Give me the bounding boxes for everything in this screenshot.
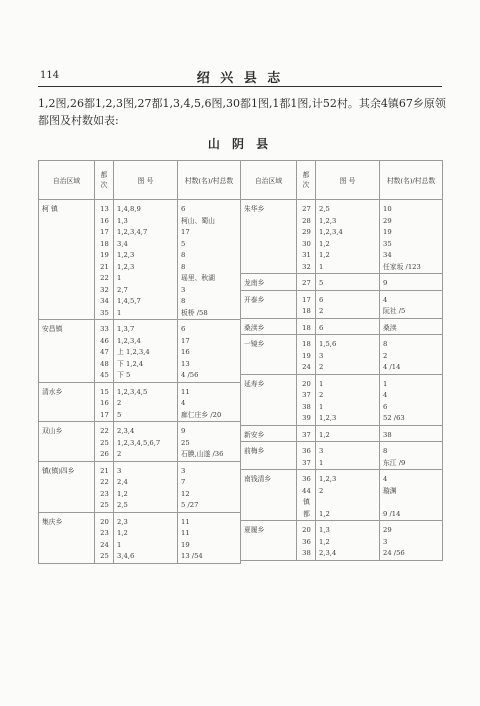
tu-value: 1,2,3,4,5,6,7 bbox=[117, 438, 161, 447]
du-value: 33 bbox=[100, 325, 109, 333]
tu-value: 2,3 bbox=[117, 517, 128, 526]
count-value: 8 bbox=[181, 251, 186, 259]
area-name-cell bbox=[241, 200, 297, 274]
tu-value: 1 bbox=[117, 540, 122, 549]
tu-value: 6 bbox=[319, 323, 324, 332]
tu-value: 1,5,6 bbox=[319, 340, 337, 348]
area-group-row bbox=[241, 200, 443, 274]
du-value: 18 bbox=[302, 323, 311, 332]
du-value: 25 bbox=[100, 501, 109, 509]
tu-value: 上 1,2,3,4 bbox=[117, 348, 150, 356]
count-value: 4 bbox=[383, 391, 388, 399]
tu-value: 1 bbox=[319, 458, 324, 467]
area-name: 延寿乡 bbox=[244, 379, 265, 388]
area-group-row bbox=[39, 422, 241, 462]
count-value: 11 bbox=[181, 387, 190, 396]
count-value: 34 bbox=[383, 251, 392, 259]
column-header-area: 自治区域 bbox=[241, 161, 297, 200]
table-header-row bbox=[241, 161, 443, 200]
tu-value: 1,2,3,4 bbox=[319, 228, 343, 236]
area-name: 清水乡 bbox=[42, 387, 63, 396]
count-value: 11 bbox=[181, 517, 190, 526]
du-cell bbox=[297, 290, 316, 318]
area-name: 桑渎乡 bbox=[244, 323, 265, 332]
count-value: 东江 /9 bbox=[383, 458, 406, 467]
tu-value: 2 bbox=[319, 307, 324, 315]
count-value: 柯山、蜀山 bbox=[181, 216, 215, 225]
du-cell bbox=[297, 318, 316, 335]
du-cell bbox=[297, 470, 316, 521]
intro-paragraph: 1,2图,26都1,2,3图,27都1,3,4,5,6图,30都1图,1都1图,计52村。其余4镇67乡原领都图及村数如表: bbox=[38, 97, 446, 127]
du-value: 15 bbox=[100, 387, 109, 396]
count-value: 4 /14 bbox=[383, 363, 401, 371]
tu-value: 2 bbox=[319, 363, 324, 371]
tu-cell bbox=[316, 470, 380, 521]
du-cell bbox=[95, 422, 114, 462]
area-name: 镇(镇)四乡 bbox=[42, 466, 75, 475]
du-value: 47 bbox=[100, 348, 109, 356]
count-value: 4 bbox=[383, 475, 388, 483]
du-value: 16 bbox=[100, 216, 109, 225]
area-name-cell bbox=[39, 461, 95, 512]
count-value: 4 bbox=[181, 399, 186, 407]
du-value: 34 bbox=[100, 297, 109, 305]
count-cell bbox=[178, 512, 241, 563]
du-value: 18 bbox=[100, 239, 109, 248]
column-header-du: 都 次 bbox=[297, 161, 316, 200]
du-cell bbox=[297, 374, 316, 425]
area-name-cell bbox=[39, 382, 95, 422]
tu-value: 2,3,4 bbox=[117, 427, 135, 435]
count-value: 12 bbox=[181, 489, 190, 498]
area-group-row bbox=[39, 200, 241, 320]
du-value: 16 bbox=[100, 399, 109, 407]
tu-cell bbox=[114, 382, 178, 422]
tu-cell bbox=[316, 521, 380, 561]
tu-value: 2 bbox=[319, 486, 324, 495]
du-value: 36 bbox=[302, 475, 311, 483]
du-value: 28 bbox=[302, 216, 311, 225]
du-value: 22 bbox=[100, 427, 109, 435]
du-value: 37 bbox=[302, 458, 311, 467]
du-value: 19 bbox=[100, 251, 109, 259]
column-header-tu: 图 号 bbox=[316, 161, 380, 200]
du-value: 31 bbox=[302, 251, 311, 259]
tu-value: 3,4 bbox=[117, 239, 128, 248]
tu-cell bbox=[316, 425, 380, 442]
count-value: 阮社 /5 bbox=[383, 307, 406, 315]
du-value: 26 bbox=[100, 450, 109, 458]
tu-value: 3 bbox=[117, 466, 122, 475]
count-cell bbox=[380, 442, 443, 470]
du-cell bbox=[297, 335, 316, 375]
tu-value: 1,3 bbox=[319, 526, 330, 534]
du-cell bbox=[95, 382, 114, 422]
tu-value: 1 bbox=[319, 379, 324, 388]
area-group-row bbox=[39, 320, 241, 383]
count-value: 17 bbox=[181, 336, 190, 345]
count-value: 5 /27 bbox=[181, 501, 199, 509]
section-title: 山 阴 县 bbox=[207, 137, 273, 151]
area-group-row bbox=[39, 382, 241, 422]
du-value: 32 bbox=[100, 285, 109, 294]
tu-value: 2 bbox=[117, 399, 122, 407]
count-value: 1 bbox=[383, 379, 388, 388]
count-value: 3 bbox=[181, 285, 186, 294]
count-value: 8 bbox=[181, 297, 186, 305]
du-value: 24 bbox=[100, 540, 109, 549]
count-cell bbox=[380, 290, 443, 318]
tu-cell bbox=[316, 274, 380, 291]
count-value: 8 bbox=[383, 447, 388, 455]
du-value: 22 bbox=[100, 274, 109, 282]
area-name: 开泰乡 bbox=[244, 295, 265, 304]
du-cell bbox=[95, 512, 114, 563]
du-cell bbox=[297, 521, 316, 561]
area-name-cell bbox=[39, 512, 95, 563]
count-value: 19 bbox=[181, 540, 190, 549]
tu-cell bbox=[114, 461, 178, 512]
area-name: 朱华乡 bbox=[244, 205, 265, 213]
count-value: 9 bbox=[383, 279, 388, 287]
area-group-row bbox=[241, 521, 443, 561]
area-name: 安昌镇 bbox=[42, 325, 63, 333]
tu-value: 1,2 bbox=[319, 239, 330, 248]
area-name-cell bbox=[241, 274, 297, 291]
tu-value: 3 bbox=[319, 351, 324, 360]
tu-value: 1,2,3 bbox=[117, 262, 135, 271]
du-cell bbox=[297, 425, 316, 442]
tu-cell bbox=[316, 200, 380, 274]
du-value: 38 bbox=[302, 549, 311, 557]
count-value: 11 bbox=[181, 529, 190, 537]
du-cell bbox=[95, 320, 114, 383]
count-value: 8 bbox=[181, 262, 186, 271]
tu-value: 1,2,3 bbox=[319, 414, 337, 422]
count-value: 9 bbox=[181, 427, 186, 435]
area-name-cell bbox=[39, 200, 95, 320]
area-group-row bbox=[241, 374, 443, 425]
tu-value: 6 bbox=[319, 295, 324, 304]
du-cell bbox=[297, 200, 316, 274]
area-name: 集庆乡 bbox=[42, 517, 63, 526]
area-name-cell bbox=[241, 442, 297, 470]
du-value: 37 bbox=[302, 391, 311, 399]
area-group-row bbox=[241, 274, 443, 291]
tu-cell bbox=[114, 422, 178, 462]
tu-value: 2 bbox=[117, 450, 122, 458]
area-group-row bbox=[241, 425, 443, 442]
count-value: 5 bbox=[181, 239, 186, 248]
area-group-row bbox=[241, 290, 443, 318]
du-value: 17 bbox=[100, 228, 109, 236]
tu-cell bbox=[316, 290, 380, 318]
area-name: 柯 镇 bbox=[42, 205, 58, 213]
count-cell bbox=[380, 374, 443, 425]
count-cell bbox=[178, 461, 241, 512]
tu-value: 1 bbox=[117, 274, 122, 282]
tu-value: 5 bbox=[319, 279, 324, 287]
tu-value: 1,2 bbox=[319, 537, 330, 546]
count-value: 3 bbox=[181, 466, 186, 475]
du-value: 27 bbox=[302, 205, 311, 213]
du-value: 都 bbox=[303, 509, 310, 518]
count-value: 瑶里、秋湖 bbox=[181, 274, 215, 282]
tu-cell bbox=[316, 374, 380, 425]
du-value: 18 bbox=[302, 307, 311, 315]
du-value: 23 bbox=[100, 529, 109, 537]
du-value: 46 bbox=[100, 336, 109, 345]
du-value: 44 bbox=[302, 486, 311, 495]
tu-value: 3 bbox=[319, 447, 324, 455]
area-name: 一镜乡 bbox=[244, 340, 265, 348]
tu-cell bbox=[114, 320, 178, 383]
count-cell bbox=[380, 470, 443, 521]
area-name-cell bbox=[241, 374, 297, 425]
tu-value: 2,4 bbox=[117, 478, 128, 486]
count-value: 2 bbox=[383, 351, 388, 360]
area-group-row bbox=[241, 318, 443, 335]
tu-cell bbox=[316, 318, 380, 335]
count-cell bbox=[380, 521, 443, 561]
tu-cell bbox=[114, 512, 178, 563]
tu-value: 1,2,3,4 bbox=[117, 336, 141, 345]
tu-value: 5 bbox=[117, 410, 122, 419]
count-value: 17 bbox=[181, 228, 190, 236]
column-header-area: 自治区域 bbox=[39, 161, 95, 200]
area-group-row bbox=[241, 470, 443, 521]
column-header-count: 村数(名)/村总数 bbox=[380, 161, 443, 200]
tu-value: 1 bbox=[319, 402, 324, 411]
count-cell bbox=[178, 320, 241, 383]
count-value: 4 bbox=[383, 295, 388, 304]
du-value: 19 bbox=[302, 351, 311, 360]
tu-value: 1,3,7 bbox=[117, 325, 135, 333]
count-value: 16 bbox=[181, 348, 190, 356]
count-cell bbox=[380, 200, 443, 274]
du-value: 45 bbox=[100, 371, 109, 379]
count-value: 3 bbox=[383, 537, 388, 546]
tu-value: 1,4,8,9 bbox=[117, 205, 141, 213]
area-group-row bbox=[241, 335, 443, 375]
column-header-du: 都 次 bbox=[95, 161, 114, 200]
column-header-tu: 图 号 bbox=[114, 161, 178, 200]
tu-value: 2,5 bbox=[117, 501, 128, 509]
du-cell bbox=[95, 200, 114, 320]
du-value: 21 bbox=[100, 466, 109, 475]
count-value: 19 bbox=[383, 228, 392, 236]
du-value: 17 bbox=[100, 410, 109, 419]
tu-value: 1,2,3,4,5 bbox=[117, 387, 148, 396]
count-value: 任家坂 /123 bbox=[383, 262, 421, 271]
tu-cell bbox=[114, 200, 178, 320]
count-value: 24 /56 bbox=[383, 549, 405, 557]
count-value: 52 /63 bbox=[383, 414, 405, 422]
running-head-title: 绍 兴 县 志 bbox=[196, 71, 284, 86]
area-name-cell bbox=[241, 521, 297, 561]
count-value: 9 /14 bbox=[383, 509, 401, 518]
tu-value: 1,2 bbox=[319, 430, 330, 439]
du-value: 25 bbox=[100, 552, 109, 560]
count-value: 8 bbox=[383, 340, 388, 348]
count-value: 6 bbox=[181, 205, 186, 213]
tu-value: 2 bbox=[319, 391, 324, 399]
villages-table-right bbox=[240, 160, 443, 561]
count-value: 25 bbox=[181, 438, 190, 447]
count-value: 桑渎 bbox=[383, 323, 397, 332]
area-name-cell bbox=[241, 425, 297, 442]
area-group-row bbox=[241, 442, 443, 470]
du-value: 29 bbox=[302, 228, 311, 236]
du-cell bbox=[95, 461, 114, 512]
tu-value: 1,2,3 bbox=[117, 251, 135, 259]
du-value: 24 bbox=[302, 363, 311, 371]
count-cell bbox=[178, 200, 241, 320]
count-cell bbox=[380, 425, 443, 442]
table-header-row bbox=[39, 161, 241, 200]
area-name-cell bbox=[39, 320, 95, 383]
count-value: 6 bbox=[181, 325, 186, 333]
count-value: 7 bbox=[181, 478, 186, 486]
du-value: 32 bbox=[302, 262, 311, 271]
du-cell bbox=[297, 274, 316, 291]
tu-value: 1,2 bbox=[117, 529, 128, 537]
column-header-count: 村数(名)/村总数 bbox=[178, 161, 241, 200]
count-value: 29 bbox=[383, 526, 392, 534]
du-value: 13 bbox=[100, 205, 109, 213]
du-cell bbox=[297, 442, 316, 470]
area-name: 双山乡 bbox=[42, 427, 63, 435]
count-value: 10 bbox=[383, 205, 392, 213]
du-value: 17 bbox=[302, 295, 311, 304]
du-value: 21 bbox=[100, 262, 109, 271]
du-value: 25 bbox=[100, 438, 109, 447]
area-name: 夏履乡 bbox=[244, 526, 265, 534]
count-value: 35 bbox=[383, 239, 392, 248]
du-value: 36 bbox=[302, 537, 311, 546]
header-rule bbox=[38, 86, 442, 87]
count-value bbox=[383, 497, 440, 509]
area-name-cell bbox=[241, 290, 297, 318]
count-value: 13 bbox=[181, 359, 190, 368]
count-value: 4 /56 bbox=[181, 371, 199, 379]
count-value: 璇渊 bbox=[383, 486, 397, 495]
tu-value: 1,2,3 bbox=[319, 475, 337, 483]
tu-value: 2,3,4 bbox=[319, 549, 337, 557]
count-cell bbox=[178, 382, 241, 422]
tu-value: 1,2,3,4,7 bbox=[117, 228, 148, 236]
tu-value: 2,5 bbox=[319, 205, 330, 213]
tu-value: 1,3 bbox=[117, 216, 128, 225]
page-number: 114 bbox=[40, 70, 60, 81]
tu-value: 下 5 bbox=[117, 371, 131, 379]
du-value: 23 bbox=[100, 489, 109, 498]
count-value: 6 bbox=[383, 402, 388, 411]
count-value: 石膜,山遂 /36 bbox=[181, 450, 224, 458]
count-cell bbox=[178, 422, 241, 462]
tu-cell bbox=[316, 442, 380, 470]
du-value: 20 bbox=[302, 379, 311, 388]
count-value: 板桥 /58 bbox=[181, 308, 208, 317]
area-name-cell bbox=[241, 318, 297, 335]
villages-table-left bbox=[38, 160, 241, 564]
tu-value: 1,2,3 bbox=[319, 216, 337, 225]
count-cell bbox=[380, 274, 443, 291]
tu-value bbox=[319, 497, 377, 509]
tu-value: 3,4,6 bbox=[117, 552, 135, 560]
area-name: 南钱清乡 bbox=[244, 475, 272, 483]
area-name: 前梅乡 bbox=[244, 447, 265, 455]
area-name: 新安乡 bbox=[244, 430, 265, 439]
count-cell bbox=[380, 335, 443, 375]
du-value: 30 bbox=[302, 239, 311, 248]
du-value: 39 bbox=[302, 414, 311, 422]
tu-value: 1 bbox=[319, 262, 324, 271]
du-value: 20 bbox=[302, 526, 311, 534]
tu-value: 下 1,2,4 bbox=[117, 359, 144, 368]
area-group-row bbox=[39, 512, 241, 563]
du-value: 18 bbox=[302, 340, 311, 348]
count-value: 29 bbox=[383, 216, 392, 225]
area-name: 龙南乡 bbox=[244, 279, 265, 287]
area-name-cell bbox=[241, 335, 297, 375]
du-value: 36 bbox=[302, 447, 311, 455]
du-value: 38 bbox=[302, 402, 311, 411]
tu-cell bbox=[316, 335, 380, 375]
area-group-row bbox=[39, 461, 241, 512]
du-value: 35 bbox=[100, 308, 109, 317]
du-value: 20 bbox=[100, 517, 109, 526]
count-value: 13 /54 bbox=[181, 552, 203, 560]
tu-value: 1,2 bbox=[117, 489, 128, 498]
du-value: 37 bbox=[302, 430, 311, 439]
tu-value: 1,2 bbox=[319, 251, 330, 259]
tu-value: 1 bbox=[117, 308, 122, 317]
count-value: 38 bbox=[383, 430, 392, 439]
du-value: 22 bbox=[100, 478, 109, 486]
count-value: 廊仁庄乡 /20 bbox=[181, 410, 222, 419]
tu-value: 1,2 bbox=[319, 509, 330, 518]
du-value: 27 bbox=[302, 279, 311, 287]
count-cell bbox=[380, 318, 443, 335]
tu-value: 2,7 bbox=[117, 285, 128, 294]
du-value: 48 bbox=[100, 359, 109, 368]
tu-value: 1,4,5,7 bbox=[117, 297, 141, 305]
area-name-cell bbox=[39, 422, 95, 462]
du-value: 镇 bbox=[303, 498, 310, 506]
area-name-cell bbox=[241, 470, 297, 521]
